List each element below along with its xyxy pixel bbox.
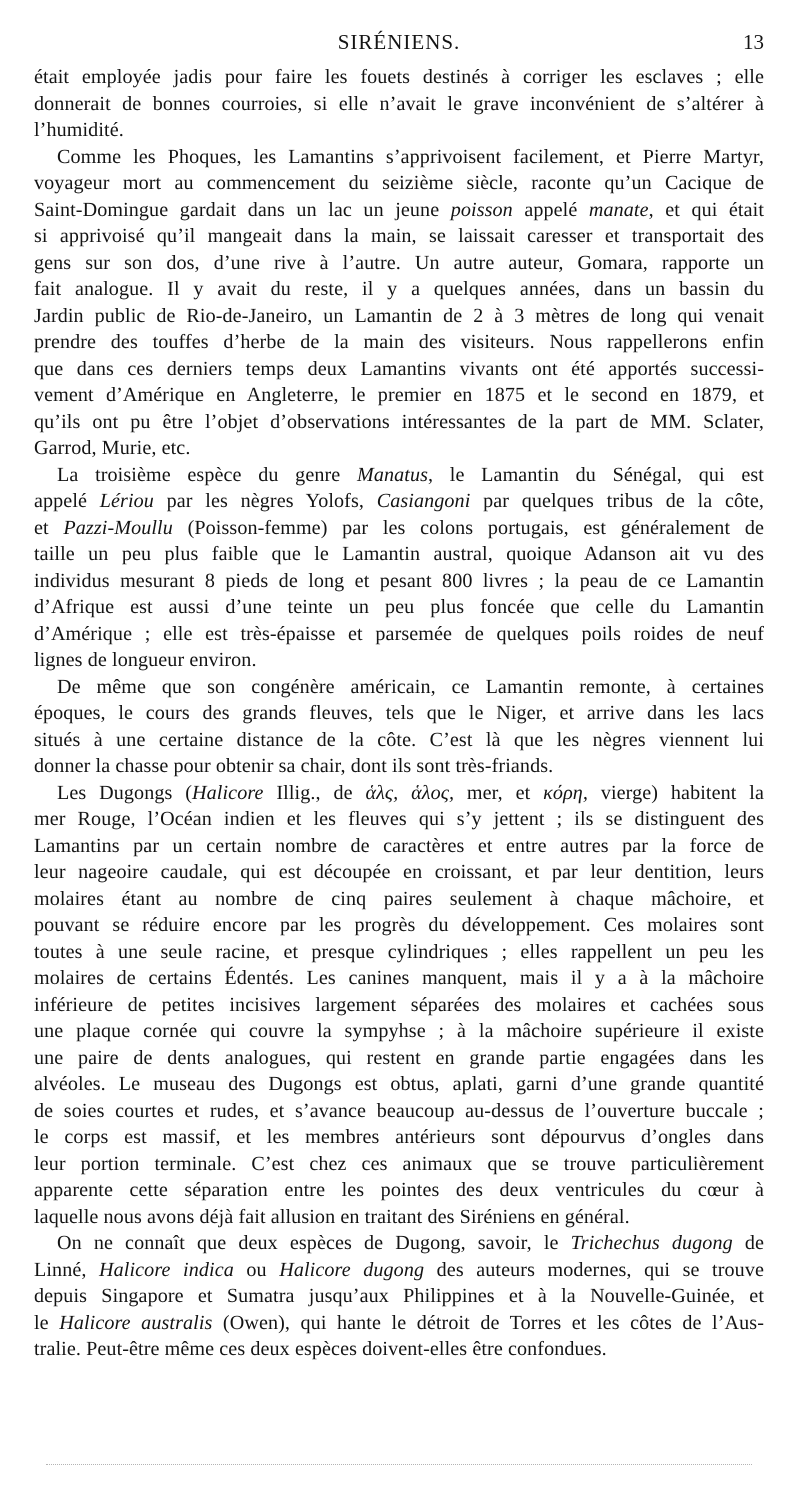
text-segment: époques, le cours des grands fleuves, tels que le Niger, et arrive dans les lacs	[34, 702, 764, 724]
text-line	[34, 276, 764, 303]
text-line	[34, 568, 764, 595]
text-segment: Illig., de	[263, 781, 366, 804]
text-line	[34, 462, 764, 489]
text-line	[34, 886, 764, 913]
text-line	[34, 833, 764, 860]
text-line	[34, 1230, 764, 1257]
page-number: 13	[743, 30, 764, 54]
footer-rule	[46, 1464, 752, 1465]
text-line	[34, 1310, 764, 1337]
text-line	[34, 806, 764, 833]
text-segment: Saint-Domingue gardait dans un lac un jeune	[34, 198, 451, 221]
italic-text: κόρη,	[543, 781, 588, 804]
text-line	[34, 356, 764, 383]
text-line	[34, 223, 764, 250]
paragraph	[34, 780, 764, 1231]
text-segment: ou	[233, 1258, 280, 1281]
text-segment: (Poisson-femme) par les colons portugais, est généralement de	[172, 516, 764, 539]
text-segment: De même que son congénère américain, ce Lamantin remonte, à certaines	[57, 675, 764, 698]
text-line	[34, 939, 764, 966]
text-line	[34, 674, 764, 701]
text-segment: molaires de certains Édentés. Les canines manquent, mais il y a à la mâchoire	[34, 967, 764, 989]
text-line	[34, 117, 764, 144]
text-line	[34, 409, 764, 436]
text-segment: vierge) habitent la	[588, 781, 764, 804]
text-line	[34, 1257, 764, 1284]
text-segment: individus mesurant 8 pieds de long et pesant 800 livres ; la peau de ce Lamantin	[34, 569, 764, 592]
running-header	[34, 22, 764, 52]
text-segment: leur nageoire caudale, qui est découpée en croissant, et par leur dentition, leurs	[34, 861, 764, 883]
text-line	[34, 144, 764, 171]
text-segment: une paire de dents analogues, qui restent en grande partie engagées dans les	[34, 1046, 764, 1069]
text-segment: situés à une certaine distance de la côte. C’est là que les nègres viennent lui	[34, 728, 764, 751]
body-text	[34, 64, 764, 1363]
text-segment: donner la chasse pour obtenir sa chair, dont ils sont très-friands.	[34, 755, 554, 777]
text-segment: La troisième espèce du genre	[57, 463, 357, 486]
text-segment: On ne connaît que deux espèces de Dugong, savoir, le	[57, 1232, 571, 1254]
text-line	[34, 1283, 764, 1310]
text-segment: une plaque cornée qui couvre la sympyhse ; à la mâchoire supérieure il existe	[34, 1020, 764, 1042]
text-line	[34, 1336, 764, 1363]
text-segment: de	[732, 1232, 764, 1254]
italic-text: Lériou	[99, 490, 154, 512]
running-title: SIRÉNIENS.	[337, 30, 461, 54]
text-line	[34, 197, 764, 224]
text-segment: Jardin public de Rio-de-Janeiro, un Lamantin de 2 à 3 mètres de long qui venait	[34, 304, 764, 327]
text-segment: fait analogue. Il y avait du reste, il y a quelques années, dans un bassin du	[34, 278, 764, 300]
italic-text: poisson	[450, 198, 513, 221]
text-segment: , et qui était	[648, 198, 764, 221]
text-segment: prendre des touffes d’herbe de la main des visiteurs. Nous rappellerons enfin	[34, 331, 764, 353]
text-segment: et	[34, 516, 64, 539]
text-segment: mer Rouge, l’Océan indien et les fleuves qui s’y jettent ; ils se distinguent des	[34, 808, 764, 830]
italic-text: Halicore australis	[59, 1311, 213, 1334]
text-segment: (Owen), qui hante le détroit de Torres et les côtes de l’Aus-	[212, 1311, 764, 1334]
text-line	[34, 329, 764, 356]
italic-text: Halicore	[192, 781, 264, 804]
text-segment: toutes à une seule racine, et presque cylindriques ; elles rappellent un peu les	[34, 940, 764, 963]
text-segment: taille un peu plus faible que le Lamantin austral, quoique Adanson ait vu des	[34, 543, 764, 565]
text-segment: vement d’Amérique en Angleterre, le premier en 1875 et le second en 1879, et	[34, 384, 764, 406]
text-line	[34, 700, 764, 727]
text-line	[34, 64, 764, 91]
text-line	[34, 912, 764, 939]
text-segment: le	[34, 1311, 60, 1334]
italic-text: Casiangoni	[376, 490, 471, 512]
paragraph	[34, 144, 764, 462]
text-line	[34, 541, 764, 568]
text-segment: par les nègres Yolofs,	[153, 490, 377, 512]
paragraph	[34, 1230, 764, 1363]
text-segment: était employée jadis pour faire les fouets destinés à corriger les esclaves ; elle	[34, 66, 764, 88]
text-segment: que dans ces derniers temps deux Lamantins vivants ont été apportés successi-	[34, 357, 764, 380]
text-segment: Linné,	[34, 1258, 100, 1281]
text-line	[34, 515, 764, 542]
text-line	[34, 91, 764, 118]
text-segment: d’Afrique est aussi d’une teinte un peu plus foncée que celle du Lamantin	[34, 596, 764, 618]
text-line	[34, 780, 764, 807]
text-line	[34, 647, 764, 674]
text-segment: alvéoles. Le museau des Dugongs est obtus, aplati, garni d’une grande quantité	[34, 1073, 764, 1095]
text-line	[34, 594, 764, 621]
text-segment: apparente cette séparation entre les pointes des deux ventricules du cœur à	[34, 1179, 764, 1201]
text-segment: l’humidité.	[34, 119, 124, 141]
italic-text: Halicore dugong	[279, 1258, 425, 1281]
text-segment: si apprivoisé qu’il mangeait dans la main, se laissait caresser et transportait des	[34, 225, 764, 247]
text-segment: d’Amérique ; elle est très-épaisse et parsemée de quelques poils roides de neuf	[34, 622, 764, 645]
text-line	[34, 753, 764, 780]
text-segment: molaires étant au nombre de cinq paires seulement à chaque mâchoire, et	[34, 887, 764, 910]
text-segment: appelé	[512, 198, 589, 221]
italic-text: Pazzi-Moullu	[63, 516, 173, 539]
text-line	[34, 965, 764, 992]
text-line	[34, 488, 764, 515]
text-segment: Les Dugongs (	[57, 781, 193, 804]
text-line	[34, 1018, 764, 1045]
text-line	[34, 1098, 764, 1125]
text-segment: donnerait de bonnes courroies, si elle n’avait le grave inconvénient de s’altérer à	[34, 92, 764, 115]
italic-text: Trichechus dugong	[570, 1232, 733, 1254]
paragraph	[34, 64, 764, 144]
text-segment: , le Lamantin du Sénégal, qui est	[428, 463, 764, 486]
text-line	[34, 621, 764, 648]
text-segment: qu’ils ont pu être l’objet d’observations intéressantes de la part de MM. Sclater,	[34, 410, 764, 433]
text-segment: des auteurs modernes, qui se trouve	[424, 1258, 764, 1281]
text-line	[34, 303, 764, 330]
text-segment: voyageur mort au commencement du seizième siècle, raconte qu’un Cacique de	[34, 172, 764, 194]
paragraph	[34, 674, 764, 780]
text-segment: de soies courtes et rudes, et s’avance beaucoup au-dessus de l’ouverture buccale ;	[34, 1099, 764, 1122]
italic-text: manate	[588, 198, 649, 221]
text-line	[34, 435, 764, 462]
text-line	[34, 170, 764, 197]
text-line	[34, 250, 764, 277]
italic-text: Halicore indica	[99, 1258, 234, 1281]
italic-text: ἁλς, ἁλος,	[365, 781, 455, 804]
text-segment: par quelques tribus de la côte,	[470, 490, 764, 512]
text-segment: mer, et	[454, 781, 544, 804]
text-segment: Lamantins par un certain nombre de caractères et entre autres par la force de	[34, 834, 764, 857]
text-line	[34, 1204, 764, 1231]
text-segment: inférieure de petites incisives largement séparées des molaires et cachées sous	[34, 993, 764, 1016]
text-line	[34, 1124, 764, 1151]
text-segment: laquelle nous avons déjà fait allusion en traitant des Siréniens en général.	[34, 1205, 630, 1228]
text-line	[34, 1177, 764, 1204]
text-segment: lignes de longueur environ.	[34, 649, 257, 671]
text-segment: tralie. Peut-être même ces deux espèces doivent-elles être confondues.	[34, 1338, 607, 1360]
text-segment: Garrod, Murie, etc.	[34, 437, 191, 459]
text-segment: pouvant se réduire encore par les progrès du développement. Ces molaires sont	[34, 914, 764, 936]
text-line	[34, 1071, 764, 1098]
text-line	[34, 1045, 764, 1072]
text-line	[34, 859, 764, 886]
text-line	[34, 1151, 764, 1178]
italic-text: Manatus	[356, 463, 429, 486]
paragraph	[34, 462, 764, 674]
text-line	[34, 382, 764, 409]
text-line	[34, 992, 764, 1019]
text-segment: leur portion terminale. C’est chez ces animaux que se trouve particulièrement	[34, 1152, 764, 1175]
text-segment: depuis Singapore et Sumatra jusqu’aux Philippines et à la Nouvelle-Guinée, et	[34, 1285, 764, 1307]
text-segment: appelé	[34, 490, 100, 512]
text-segment: Comme les Phoques, les Lamantins s’apprivoisent facilement, et Pierre Martyr,	[57, 145, 764, 168]
text-segment: gens sur son dos, d’une rive à l’autre. Un autre auteur, Gomara, rapporte un	[34, 251, 764, 274]
text-segment: le corps est massif, et les membres antérieurs sont dépourvus d’ongles dans	[34, 1126, 764, 1148]
text-line	[34, 727, 764, 754]
